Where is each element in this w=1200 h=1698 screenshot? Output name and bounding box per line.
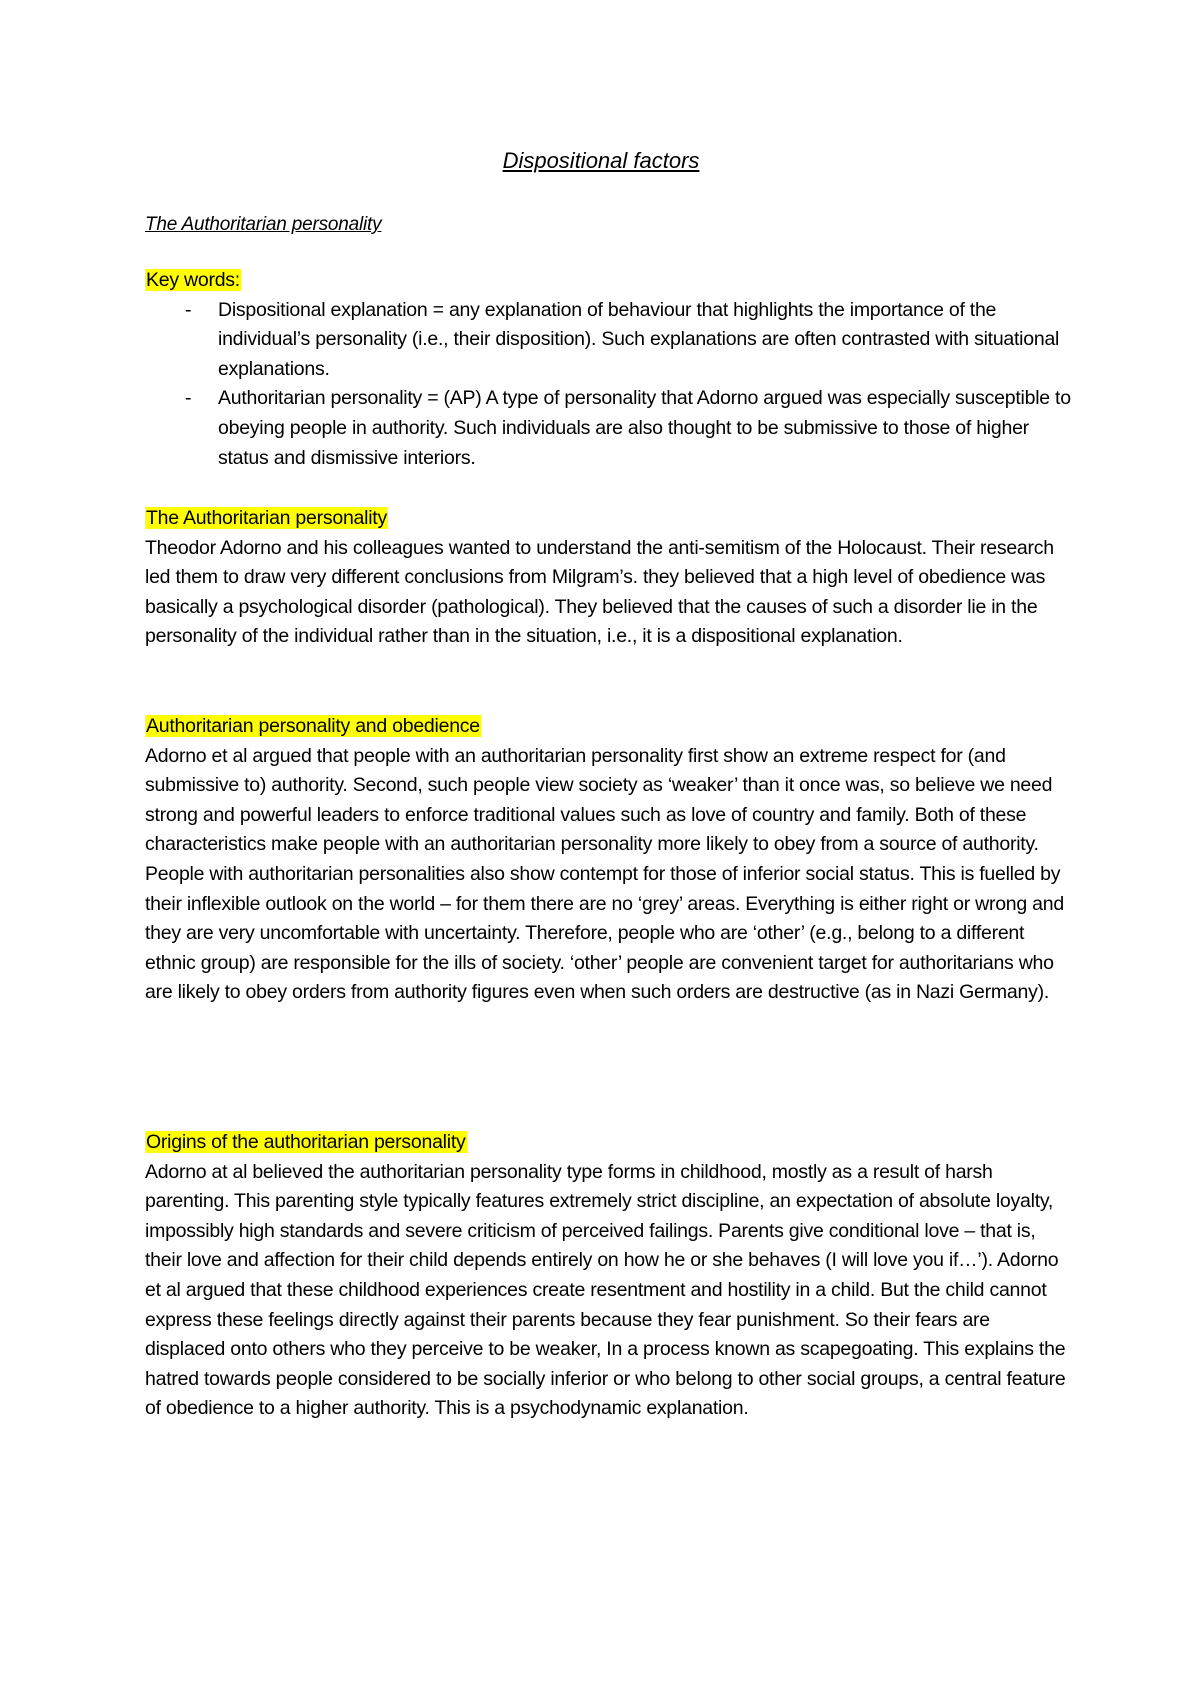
section-paragraph: Theodor Adorno and his colleagues wanted to understand the anti-semitism of the Holocaust. Their research led them to draw very different conclusions from Milgram’s. they believed that a high level of obedience was basically a psychological disorder (pathological). They believed that the causes of such a disorder lie in the personality of the individual rather than in the situation, i.e., it is a dispositional explanation.	[145, 536, 1054, 648]
section-authoritarian-obedience	[145, 712, 1075, 1008]
section-heading	[145, 504, 1075, 534]
key-word-item	[145, 384, 1075, 473]
key-word-item	[145, 296, 1075, 385]
section-origins	[145, 1128, 1075, 1424]
key-word-text: Authoritarian personality = (AP) A type of personality that Adorno argued was especially susceptible to obeying people in authority. Such individuals are also thought to be submissive to those of higher status and dismissive interiors.	[218, 387, 1071, 469]
key-words-list	[145, 296, 1075, 474]
section-heading-text: Origins of the authoritarian personality	[146, 1131, 466, 1153]
page-subtitle: The Authoritarian personality	[145, 214, 382, 235]
section-heading-text: Authoritarian personality and obedience	[146, 715, 480, 737]
key-words-heading	[145, 266, 1075, 296]
section-heading	[145, 1128, 1075, 1158]
section-authoritarian-personality	[145, 504, 1075, 652]
key-word-text: Dispositional explanation = any explanation of behaviour that highlights the importance of the individual’s personality (i.e., their disposition). Such explanations are often contrasted with situational explanations.	[218, 298, 1060, 380]
section-heading	[145, 712, 1075, 742]
section-paragraph: Adorno et al argued that people with an authoritarian personality first show an extreme respect for (and submissive to) authority. Second, such people view society as ‘weaker’ than it once was, so believe we need strong and powerful leaders to enforce traditional values such as love of country and family. Both of these characteristics make people with an authoritarian personality more likely to obey from a source of authority.	[145, 744, 1053, 856]
section-heading-text: The Authoritarian personality	[146, 507, 387, 529]
key-words-block	[145, 266, 1075, 473]
section-paragraph: People with authoritarian personalities also show contempt for those of inferior social status. This is fuelled by their inflexible outlook on the world – for them there are no ‘grey’ areas. Everything is either right or wrong and they are very uncomfortable with uncertainty. Therefore, people who are ‘other’ (e.g., belong to a different ethnic group) are responsible for the ills of society. ‘other’ people are convenient target for authoritarians who are likely to obey orders from authority figures even when such orders are destructive (as in Nazi Germany).	[145, 862, 1064, 1004]
page-title: Dispositional factors	[502, 148, 700, 173]
key-words-heading-text: Key words:	[146, 269, 240, 291]
list-dash: -	[185, 298, 192, 321]
section-paragraph: Adorno at al believed the authoritarian personality type forms in childhood, mostly as a result of harsh parenting. This parenting style typically features extremely strict discipline, an expectation of absolute loyalty, impossibly high standards and severe criticism of perceived failings. Parents give conditional love – that is, their love and affection for their child depends entirely on how he or she behaves (I will love you if…’). Adorno et al argued that these childhood experiences create resentment and hostility in a child. But the child cannot express these feelings directly against their parents because they fear punishment. So their fears are displaced onto others who they perceive to be weaker, In a process known as scapegoating. This explains the hatred towards people considered to be socially inferior or who belong to other social groups, a central feature of obedience to a higher authority. This is a psychodynamic explanation.	[145, 1160, 1066, 1420]
list-dash: -	[185, 387, 192, 410]
